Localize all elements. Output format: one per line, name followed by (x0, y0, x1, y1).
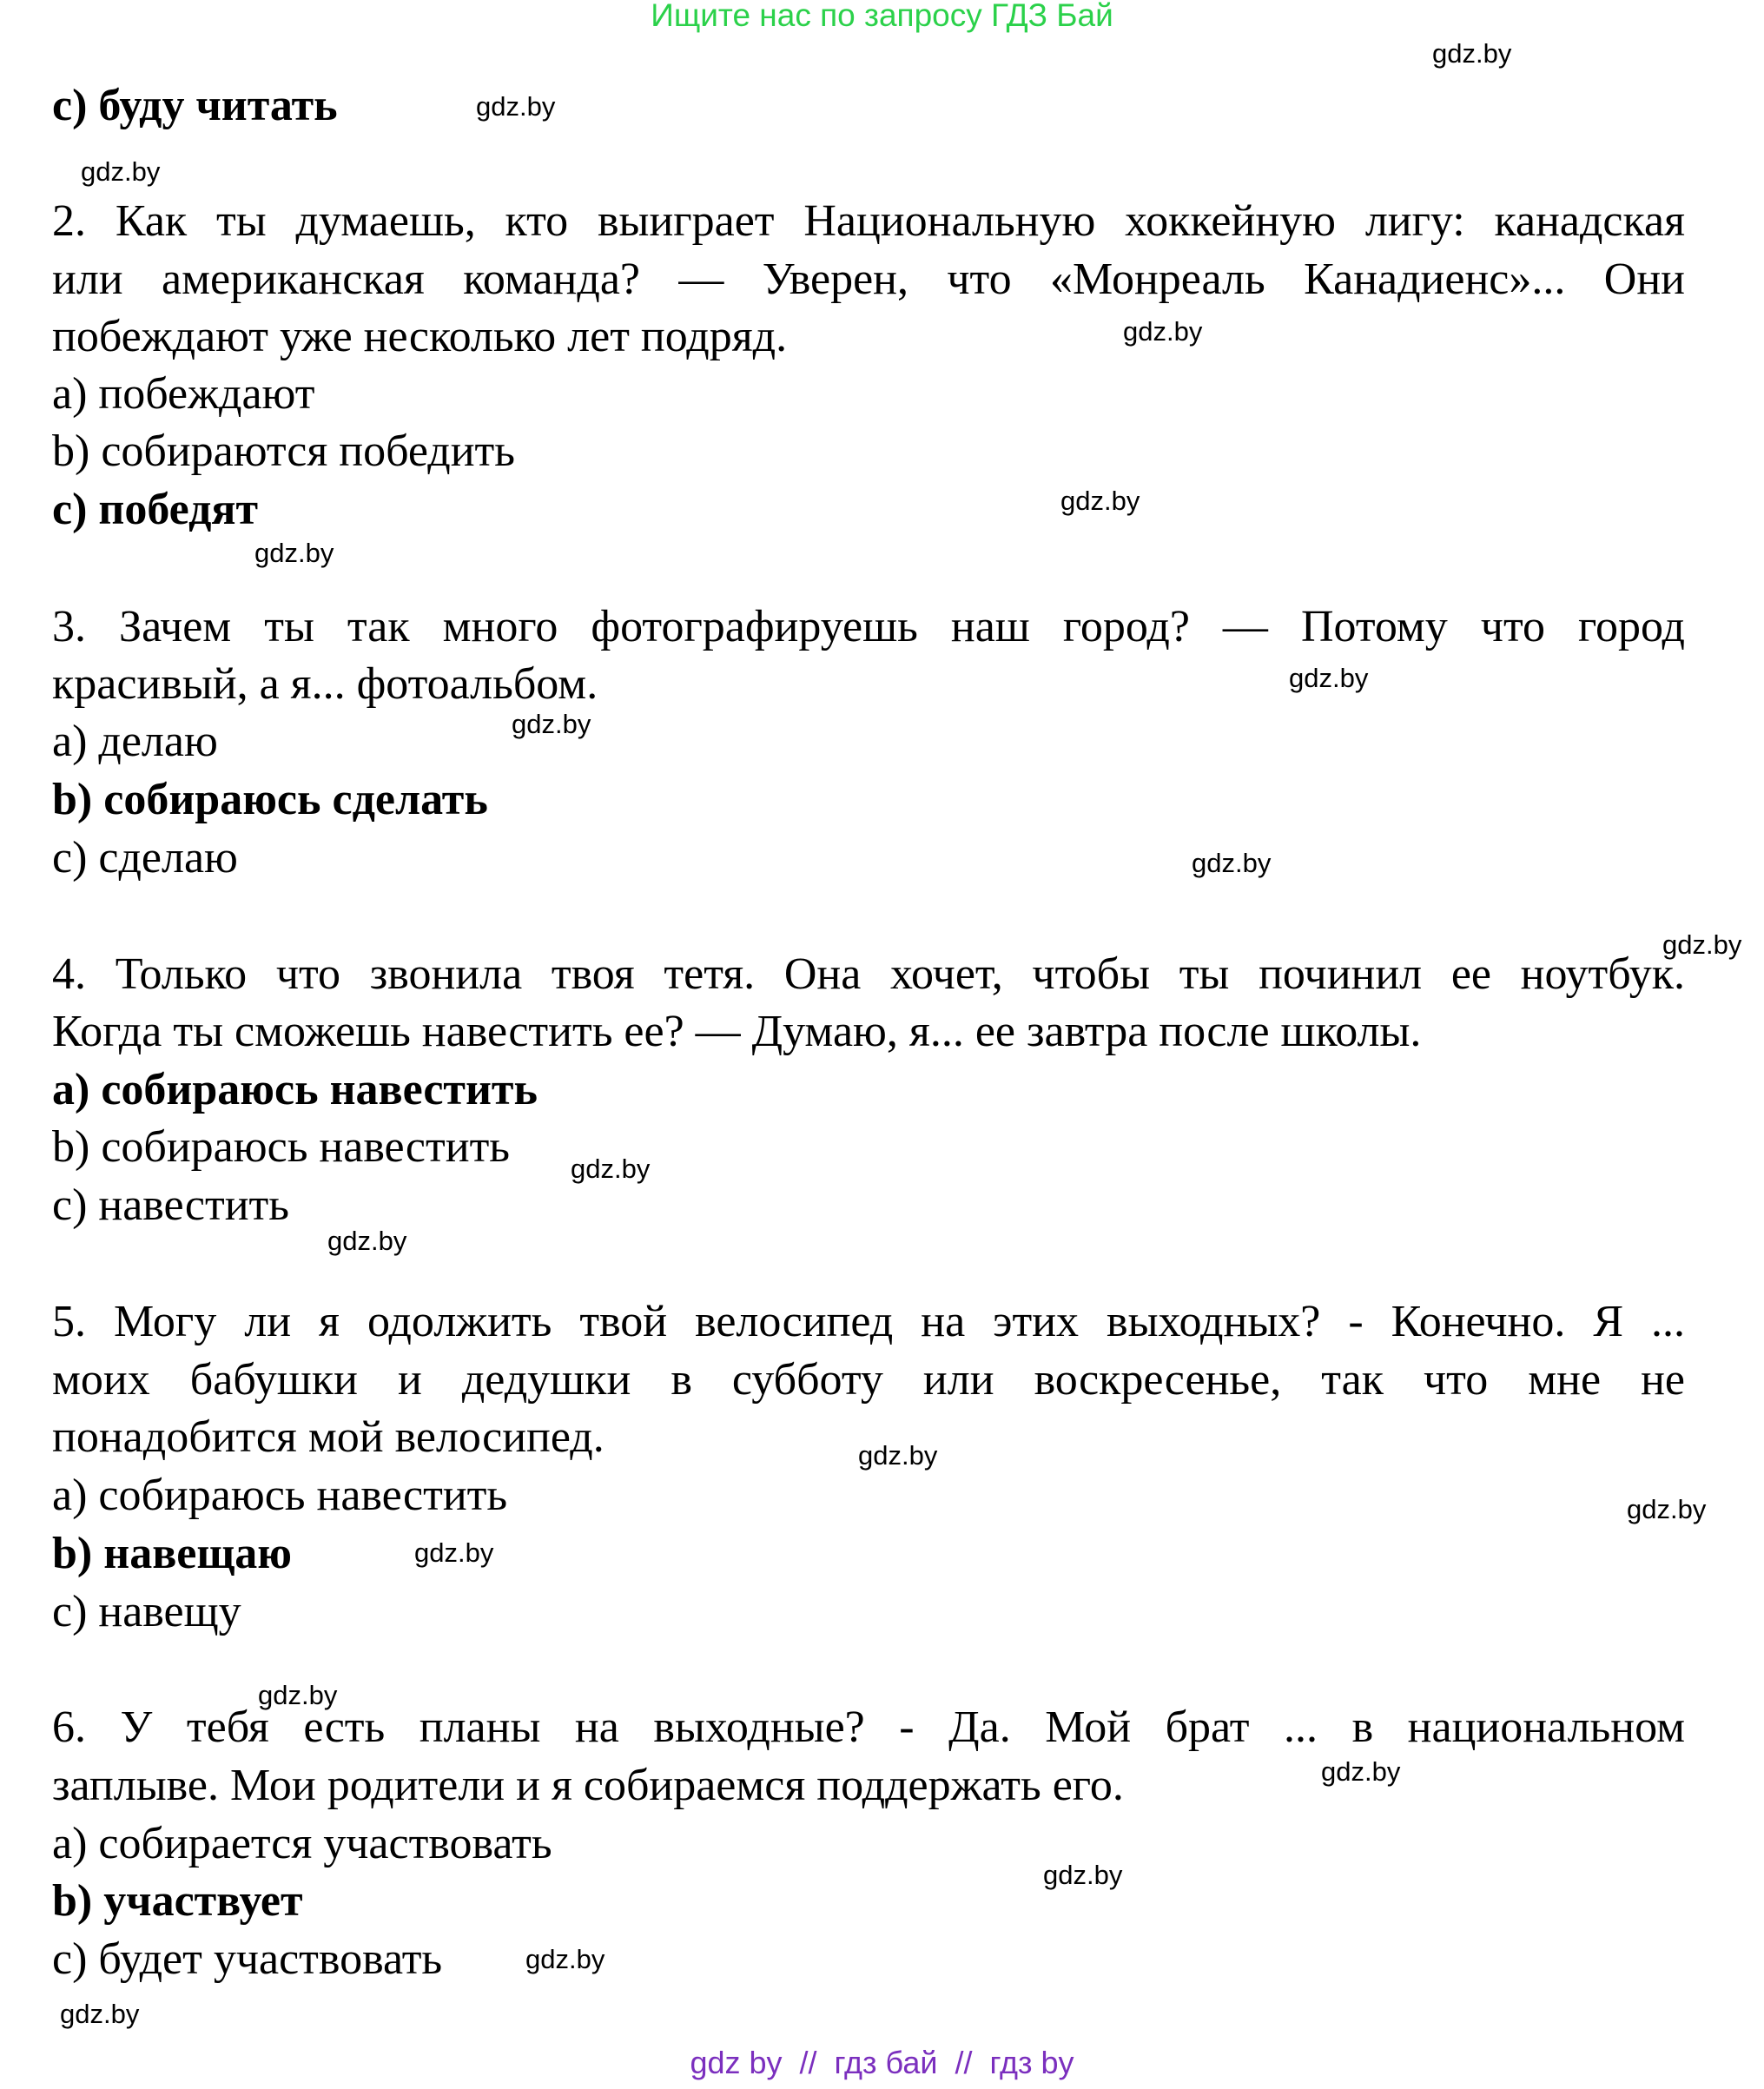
question-3-option-a: a) делаю (52, 717, 218, 766)
question-2-option-b: b) собираются победить (52, 426, 515, 476)
question-5-line-2: моих бабушки и дедушки в субботу или воскресенье, так что мне не (52, 1355, 1685, 1405)
watermark: gdz.by (1432, 38, 1512, 69)
watermark: gdz.by (414, 1537, 494, 1568)
watermark: gdz.by (525, 1944, 605, 1974)
question-5-line-3: понадобится мой велосипед. (52, 1412, 605, 1462)
watermark: gdz.by (258, 1680, 338, 1710)
question-4-option-a: a) собираюсь навестить (52, 1065, 538, 1114)
question-6-option-b: b) участвует (52, 1876, 303, 1926)
question-4-option-c: c) навестить (52, 1180, 289, 1230)
question-5-option-a: a) собираюсь навестить (52, 1471, 508, 1520)
watermark: gdz.by (476, 91, 556, 122)
footer-links[interactable]: gdz by // гдз бай // гдз by (690, 2045, 1074, 2080)
question-4-option-b: b) собираюсь навестить (52, 1122, 511, 1172)
question-3-line-1: 3. Зачем ты так много фотографируешь наш город? — Потому что город (52, 602, 1685, 651)
watermark: gdz.by (1043, 1860, 1123, 1890)
watermark: gdz.by (1662, 929, 1742, 960)
question-6-line-2: заплыве. Мои родители и я собираемся поддержать его. (52, 1761, 1124, 1810)
watermark: gdz.by (1123, 316, 1203, 347)
question-3-option-b: b) собираюсь сделать (52, 775, 488, 824)
watermark: gdz.by (512, 709, 591, 739)
watermark: gdz.by (327, 1226, 407, 1256)
watermark: gdz.by (81, 156, 161, 187)
watermark: gdz.by (1321, 1756, 1401, 1787)
question-6-line-1: 6. У тебя есть планы на выходные? - Да. Мой брат ... в национальном (52, 1702, 1685, 1752)
question-2-option-a: a) побеждают (52, 369, 315, 419)
question-2-line-2: или американская команда? — Уверен, что «Монреаль Канадиенс»... Они (52, 255, 1685, 304)
question-3-line-2: красивый, а я... фотоальбом. (52, 659, 598, 709)
watermark: gdz.by (254, 538, 334, 568)
top-banner[interactable]: Ищите нас по запросу ГДЗ Бай (651, 0, 1113, 33)
watermark: gdz.by (571, 1154, 651, 1184)
question-6-option-c: c) будет участвовать (52, 1934, 443, 1984)
question-6-option-a: a) собирается участвовать (52, 1819, 552, 1868)
question-5-line-1: 5. Могу ли я одолжить твой велосипед на этих выходных? - Конечно. Я ... (52, 1297, 1685, 1346)
question-3-option-c: c) сделаю (52, 833, 238, 883)
question-5-option-b: b) навещаю (52, 1529, 292, 1578)
question-2-line-3: побеждают уже несколько лет подряд. (52, 312, 788, 361)
question-2-line-1: 2. Как ты думаешь, кто выиграет Национальную хоккейную лигу: канадская (52, 196, 1685, 246)
watermark: gdz.by (858, 1440, 938, 1471)
watermark: gdz.by (60, 1999, 140, 2029)
watermark: gdz.by (1289, 663, 1369, 693)
question-4-line-2: Когда ты сможешь навестить ее? — Думаю, я... ее завтра после школы. (52, 1007, 1422, 1056)
watermark: gdz.by (1192, 848, 1272, 878)
watermark: gdz.by (1627, 1494, 1707, 1524)
watermark: gdz.by (1060, 486, 1140, 516)
question-5-option-c: c) навещу (52, 1587, 241, 1636)
question-4-line-1: 4. Только что звонила твоя тетя. Она хочет, чтобы ты починил ее ноутбук. (52, 949, 1685, 999)
question-2-option-c: c) победят (52, 485, 259, 534)
previous-answer: c) буду читать (52, 81, 338, 130)
